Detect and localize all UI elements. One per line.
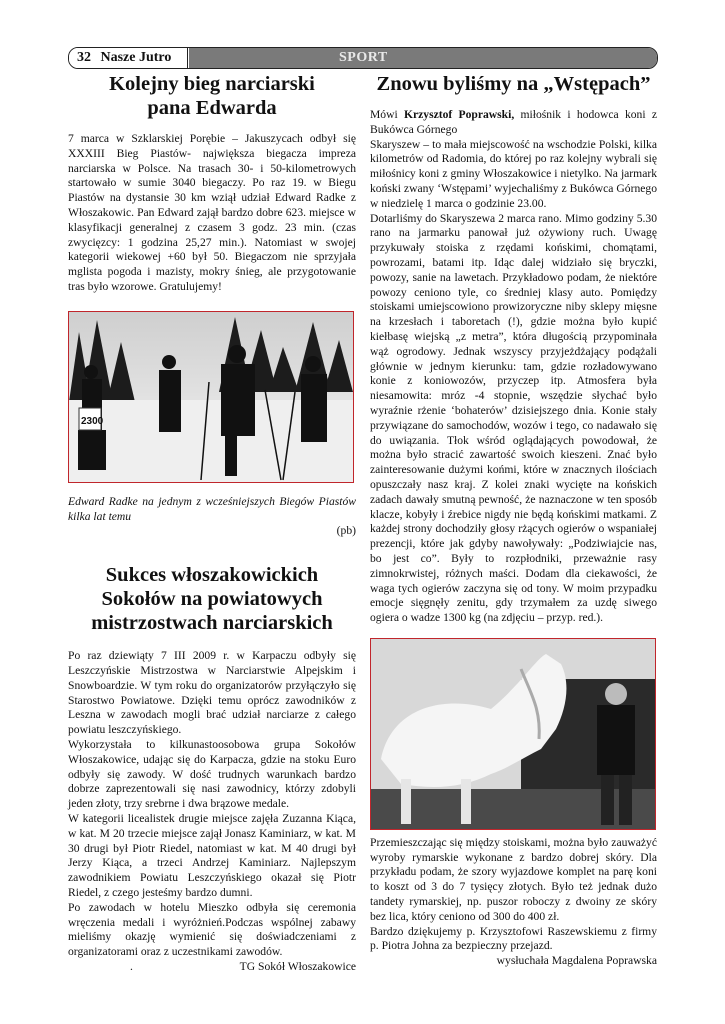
article2-paragraph: Po raz dziewiąty 7 III 2009 r. w Karpaczu odbyły się Leszczyńskie Mistrzostwa w Narciarstwie Alpejskim i Snowboardzie. W tym roku do organizatorów przyłączyło się Starostwo Powiatowe. Dzięki temu oprócz zawodników z Leszna w zawodach mogli brać udział narciarze z całego powiatu leszczyńskiego. xyxy=(68,649,356,737)
skier-photo xyxy=(68,311,354,483)
intro-suffix: miłośnik i hodowca koni z Bukówca Górnego xyxy=(370,108,657,136)
article2-paragraph: Po zawodach w hotelu Mieszko odbyła się ceremonia wręczenia medali i wyróżnień.Podczas wspólnej zabawy mieliśmy okazję wymienić się doświadczeniami z organizatorami oraz z uczestnikami zawodów. xyxy=(68,900,356,959)
publication-name: Nasze Jutro xyxy=(100,50,172,65)
article2-signature: TG Sokół Włoszakowice xyxy=(239,959,356,973)
signature-dot: . xyxy=(130,959,133,973)
article1-author: (pb) xyxy=(336,524,356,538)
article3-paragraph: Bardzo dziękujemy p. Krzysztofowi Raszewskiemu z firmy p. Piotra Johna za bezpieczny przejazd. xyxy=(370,924,657,953)
horse-photo xyxy=(370,638,656,830)
article2-body xyxy=(68,649,356,960)
article2-paragraph: Wykorzystała to kilkunastoosobowa grupa Sokołów Włoszakowice, udając się do Karpacza, gdzie na stoku Euro odbyły się zawody. W dość trudnych warunkach bardzo dobrze zaprezentowali się nasi zawodnicy, którzy zdobyli jeden złoty, trzy srebrne i dwa brązowe medale. xyxy=(68,737,356,811)
header-left xyxy=(69,48,188,68)
skier-photo-illustration xyxy=(69,312,353,482)
article3-paragraph: Przemieszczając się między stoiskami, można było zauważyć wyroby rymarskie wykonane z bardzo dobrej skóry. Dla przykładu podam, że szory wyjazdowe komplet na parę koni to koszt od 3 do 7 tysięcy złotych. Było też jednak dużo tandety rymarskiej, np. puszor roboczy z dwoiny ze skóry bez lica, który ceniono od 300 do 400 zł. xyxy=(370,835,657,923)
article3-title: Znowu byliśmy na „Wstępach” xyxy=(376,73,651,95)
section-label: SPORT xyxy=(339,50,388,65)
article3-intro xyxy=(370,108,657,138)
intro-name: Krzysztof Poprawski, xyxy=(403,108,515,121)
intro-prefix: Mówi xyxy=(370,108,404,121)
right-column xyxy=(370,72,657,969)
article1-title: Kolejny bieg narciarski pana Edwarda xyxy=(109,73,315,119)
article3-signature: wysłuchała Magdalena Poprawska xyxy=(496,954,657,968)
article3-body xyxy=(370,108,657,626)
article1-body: 7 marca w Szklarskiej Porębie – Jakuszycach odbył się XXXIII Bieg Piastów- największa biegacza impreza narciarska w Polsce. Na trasach 30- i 50-kilometrowych startowało w sumie 3040 biegaczy. Po raz 19. w Biegu Piastów na dystansie 30 km wziął udział Edward Radke z Włoszakowic. Pan Edward zajął bardzo dobre 623. miejsce w klasyfikacji generalnej z czasem 3 godz. 23 min. (czas zwycięzcy: 1 godzina 25,27 min.). Natomiast w swojej kategorii wiekowej +60 był 50. Biegaczom nie sprzyjała mglista pogoda i mazisty, mokry śnieg, ale przygotowanie tras było wzorowe. Gratulujemy! xyxy=(68,132,356,293)
article3-paragraph: Dotarliśmy do Skaryszewa 2 marca rano. Mimo godziny 5.30 rano na jarmarku panował już ożywiony ruch. Uwagę przykuwały stoiska z rzędami końskimi, chomątami, powrozami, batami itp. Idąc dalej widziało się bryczki, powozy, sanie na lawetach. Przykładowo podam, że niektóre powozy ceniono tyle, co średniej klasy auto. Pomiędzy stoiskami umiejscowiono prowizoryczne niby sklepy mięsne na krzesłach i taboretach (!), gdzie można było kupić kiełbasę wiejską „z metra”, która długością przypominała wąż ogrodowy. Jednak wszyscy przyjeżdżający podążali głównie w jednym kierunku: tam, gdzie rozładowywano konie z koniowozów, przyczep itp. Atmosfera była niesamowita: mróz -4 stopnie, wszędzie słychać było wyraźnie rżenie ‘bohaterów’ dzisiejszego dnia. Konie stały przywiązane do samochodów, wozów i tego, co nadawało się do uwiązania. Tłok wśród oglądających powodował, że można było stracić zawartość swoich kieszeni. Znać było zainteresowanie dużymi końmi, które w znacznych ilościach opuszczały nasz kraj. Z kolei znaki wycięte na końskich zadach dawały smutną pewność, że naznaczone w ten sposób klacze, kobyły i źrebice nigdy nie będą końskimi matkami. Z każdej strony dochodziły głosy rżących ogierów o wspaniałej prezencji, które jak gdyby nawoływały: „Podziwiajcie nas, bo jest co”. Były to rozpłodniki, przeważnie rasy zimnokrwistej, różnych maści. Dodam dla ciekawości, że waga tych ogierów zaczyna się od tony. W moim przypadku emocje sięgnęły zenitu, gdy trzymałem za uzdę siwego ogiera o wadze 1300 kg (na zdjęciu – przyp. red.). xyxy=(370,211,657,625)
article3-body-after-photo xyxy=(370,836,657,954)
article3-paragraph: Skaryszew – to mała miejscowość na wschodzie Polski, kilka kilometrów od Radomia, do której po raz kolejny wybrali się miłośnicy koni z gminy Włoszakowice i nietylko. Na jarmark koński zwany ‘Wstępami’ wyjechaliśmy z Bukówca Górnego w niedzielę 1 marca o godzinie 23.00. xyxy=(370,137,657,210)
page-header xyxy=(68,47,658,69)
header-fill xyxy=(189,48,657,68)
article2-paragraph: W kategorii licealistek drugie miejsce zajęła Zuzanna Kiąca, w kat. M 20 trzecie miejsce zajął Jonasz Kaminiarz, w kat. M 30 drugi był Piotr Riedel, natomiast w kat. M 40 drugi był Jerzy Kiąca, a trzeci Andrzej Kaminiarz. Najlepszym zawodnikiem Powiatu Leszczyńskiego okazał się Piotr Riedel, z czego jesteśmy bardzo dumni. xyxy=(68,811,356,899)
page-number: 32 xyxy=(77,50,91,65)
left-column xyxy=(68,72,356,975)
horse-photo-illustration xyxy=(371,639,655,829)
photo-caption: Edward Radke na jednym z wcześniejszych Biegów Piastów kilka lat temu xyxy=(68,494,356,523)
article2-title: Sukces włoszakowickich Sokołów na powiatowych mistrzostwach narciarskich xyxy=(91,564,333,635)
bib-number: 2300 xyxy=(81,415,104,427)
article2-signature-row xyxy=(68,960,356,975)
